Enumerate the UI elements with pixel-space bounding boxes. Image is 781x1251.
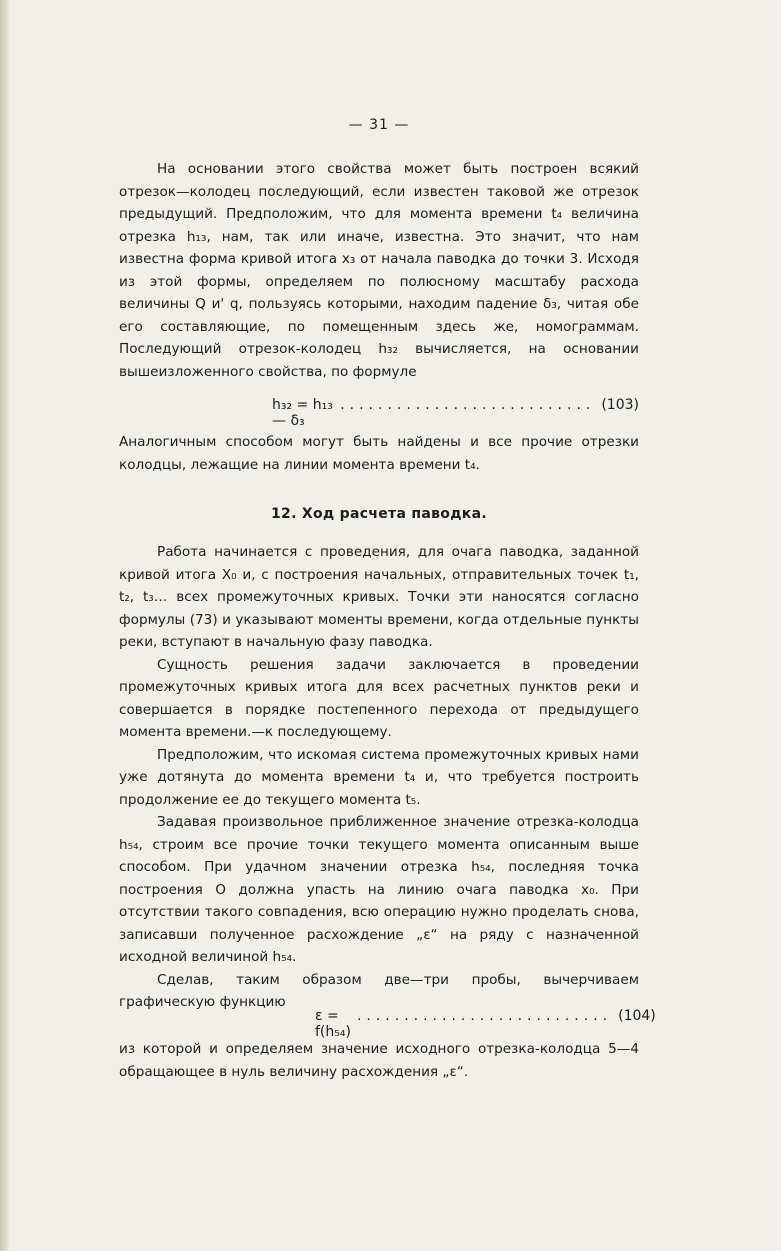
paragraph-1-block bbox=[119, 158, 639, 383]
section-heading: 12. Ход расчета паводка. bbox=[271, 506, 487, 522]
page-spine-shadow bbox=[0, 0, 10, 1251]
formula-103-number: (103) bbox=[601, 397, 639, 413]
formula-103 bbox=[119, 397, 639, 429]
formula-103-expression: h₃₂ = h₁₃ — δ₃ bbox=[272, 397, 333, 429]
paragraph-4: Сущность решения задачи заключается в проведении промежуточных кривых итога для всех расчетных пунктов реки и совершается в порядке постепенного перехода от предыдущего момента времени.—к последующему. bbox=[119, 656, 639, 740]
paragraph-8-block bbox=[119, 1038, 639, 1083]
formula-104-leader-dots: ........................... bbox=[356, 1008, 613, 1024]
formula-104-expression: ε = f(h₅₄) bbox=[315, 1008, 351, 1040]
paragraph-8: из которой и определяем значение исходного отрезка-колодца 5—4 обращающее в нуль величину расхождения „ε“. bbox=[119, 1041, 639, 1080]
body-block bbox=[119, 541, 639, 1014]
paragraph-3: Работа начинается с проведения, для очага паводка, заданной кривой итога X₀ и, с построения начальных, отправительных точек t₁, t₂, t₃… всех промежуточных кривых. Точки эти наносятся согласно формулы (73) и указывают моменты времени, когда отдельные пункты реки, вступают в начальную фазу паводка. bbox=[119, 544, 639, 650]
formula-103-leader-dots: ........................... bbox=[340, 397, 596, 413]
paragraph-5: Предположим, что искомая система промежуточных кривых нами уже дотянута до момента времени t₄ и, что требуется построить продолжение ее до текущего момента t₅. bbox=[119, 746, 639, 808]
formula-104-number: (104) bbox=[618, 1008, 656, 1024]
page-number: — 31 — bbox=[348, 117, 410, 133]
paragraph-7: Сделав, таким образом две—три пробы, вычерчиваем графическую функцию bbox=[119, 971, 639, 1010]
formula-104 bbox=[119, 1008, 656, 1040]
paragraph-2-block bbox=[119, 431, 639, 476]
paragraph-1: На основании этого свойства может быть построен всякий отрезок—колодец последующий, если известен таковой же отрезок предыдущий. Предположим, что для момента времени t₄ величина отрезка h₁₃, нам, так или иначе, известна. Это значит, что нам известна форма кривой итога x₃ от начала паводка до точки 3. Исходя из этой формы, определяем по полюсному масштабу расхода величины Q и' q, пользуясь которыми, находим падение δ₃, читая обе его составляющие, по помещенным здесь же, номограммам. Последующий отрезок-колодец h₃₂ вычисляется, на основании вышеизложенного свойства, по формуле bbox=[119, 161, 639, 380]
paragraph-6: Задавая произвольное приближенное значение отрезка-колодца h₅₄, строим все прочие точки текущего момента описанным выше способом. При удачном значении отрезка h₅₄, последняя точка построения О должна упасть на линию очага паводка x₀. При отсутствии такого совпадения, всю операцию нужно проделать снова, записавши полученное расхождение „ε“ на ряду с назначенной исходной величиной h₅₄. bbox=[119, 814, 639, 965]
paragraph-2: Аналогичным способом могут быть найдены и все прочие отрезки колодцы, лежащие на линии момента времени t₄. bbox=[119, 434, 639, 473]
